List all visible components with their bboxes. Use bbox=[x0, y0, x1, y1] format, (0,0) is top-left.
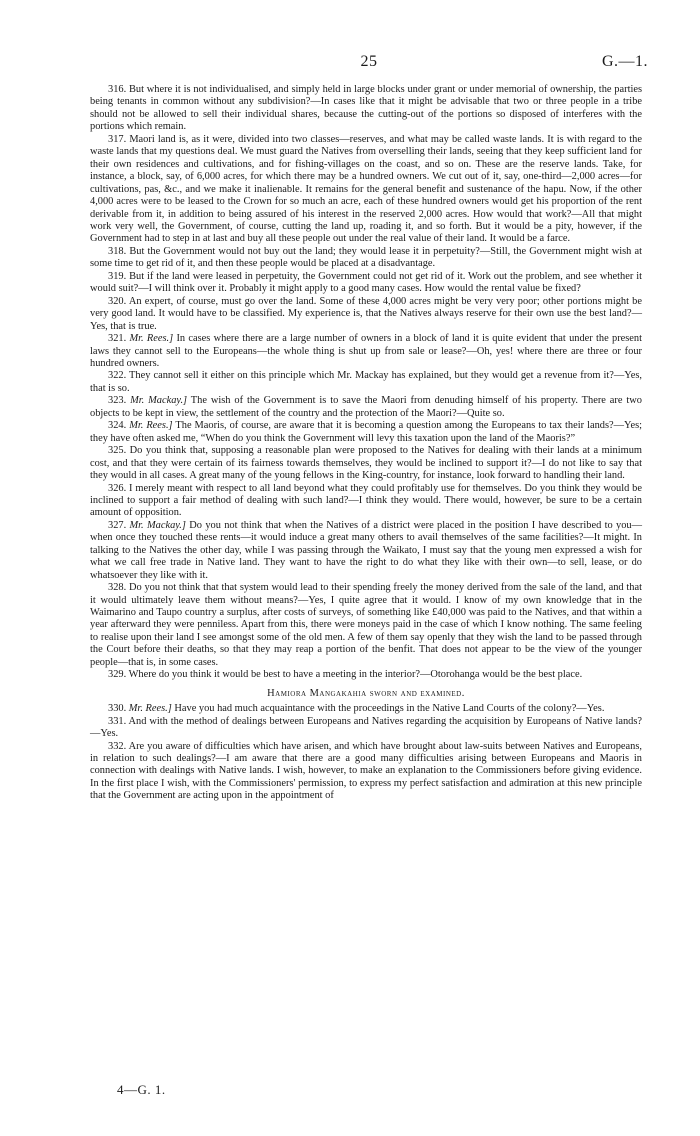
question-number: 327. bbox=[108, 519, 130, 531]
paragraph: 316. But where it is not individualised, and simply held in large blocks under grant or under memorial of ownership, the parties being tenants in common without any subdivision?—In cases like that it might be advisable that two or three people in a tribe should not be allowed to sell their individual shares, because the cutting-out of the portions so disposed of interferes with the portions which remain. bbox=[90, 84, 642, 133]
paragraph: 320. An expert, of course, must go over the land. Some of these 4,000 acres might be very very poor; other portions might be very good land. It would have to be classified. My experience is, that the Natives always reserve for their own use the best land?—Yes, that is true. bbox=[90, 295, 642, 332]
paragraph-text: Have you had much acquaintance with the proceedings in the Native Land Courts of the colony?—Yes. bbox=[171, 703, 605, 715]
paragraph-text: The Maoris, of course, are aware that it is becoming a question among the Europeans to tax their lands?—Yes; they have often asked me, “When do you think the Government will levy this taxation upon the land of the Maoris?” bbox=[90, 420, 643, 444]
paragraph bbox=[90, 395, 642, 420]
paragraph-text: The wish of the Government is to save the Maori from denuding himself of his property. There are two objects to be kept in view, the settlement of the country and the protection of the Maori?—Quite so. bbox=[90, 395, 642, 419]
paragraph: 317. Maori land is, as it were, divided into two classes—reserves, and what may be called waste lands. It is with regard to the waste lands that my questions deal. We must guard the Natives from overselling their lands, seeing that they keep sufficient land for their own residences and cultivations, and for fishing-villages on the coast, and so on. These are the reserve lands. Take, for instance, a block, say, of 6,000 acres, for which there may be a hundred owners. We cut out of it, say, one-third—2,000 acres—for cultivations, pas, &c., and we make it inalienable. It remains for the general benefit and sustenance of the hapu. Now, if the other 4,000 acres were to be leased to the Crown for so much an acre, each of these hundred owners would get his proportion of the rent derivable from it, in addition to being assured of his interest in the reserved 2,000 acres. How would that work?—All that might work very well, the Government, of course, cutting the land up, roading it, and so forth. But it would be a pity, however, if the Government had to step in at last and buy all these people out under the real value of their land. It would be a farce. bbox=[90, 133, 642, 245]
paragraph bbox=[90, 703, 642, 715]
paragraph-text: In cases where there are a large number of owners in a block of land it is quite evident that under the present laws they cannot sell to the Europeans—the whole thing is shut up from sale or lease?—Oh, yes! where there are three or four hundred owners. bbox=[90, 333, 643, 369]
paragraph: 325. Do you think that, supposing a reasonable plan were proposed to the Natives for dealing with their lands at a minimum cost, and that they were certain of its fairness towards themselves, they would be inclined to support it?—I do not like to say that they would in all cases. A great many of the young fellows in the King-country, for instance, look forward to handling their land. bbox=[90, 445, 642, 482]
page-number: 25 bbox=[360, 53, 378, 70]
paper-reference: G.—1. bbox=[601, 53, 648, 70]
paragraph: 328. Do you not think that that system would lead to their spending freely the money derived from the sale of the land, and that it would ultimately leave them without means?—Yes, I quite agree that it would. I know of my own knowledge that in the Waimarino and Taupo country a surplus, after costs of surveys, of something like £40,000 was paid to the Natives, and that within a year afterward they were penniless. Apart from this, there were moneys paid in the case of which I know nothing. The same feeling to realise upon their land I see amongst some of the old men. A few of them say openly that they wish the land to be passed through the Court before their deaths, so that they may reap a portion of the benfit. That does not appear to be the view of the younger people—that is, in some cases. bbox=[90, 582, 642, 668]
paragraph: 329. Where do you think it would be best to have a meeting in the interior?—Otorohanga would be the best place. bbox=[108, 669, 583, 681]
speaker-name: Mr. Rees.] bbox=[128, 703, 172, 715]
paragraph bbox=[90, 333, 642, 370]
question-number: 321. bbox=[108, 333, 130, 345]
paragraph-text: Do you not think that when the Natives of a district were placed in the position I have described to you—when once they touched these rents—it would induce a great many others to avail themselves of the same facilities?—It might. In talking to the Natives the other day, while I was passing through the Waikato, I must say that the young men expressed a wish for what we call free trade in Native land. They want to have the right to do what they like with their own—to sell, lease, or do whatsoever they like with it. bbox=[90, 519, 642, 581]
paragraph: 318. But the Government would not buy out the land; they would lease it in perpetuity?—Still, the Government might wish at some time to get rid of it, and then these people would be placed at a disadvantage. bbox=[90, 245, 642, 270]
paragraph: 332. Are you aware of difficulties which have arisen, and which have brought about law-suits between Natives and Europeans, in relation to such dealings?—I am aware that there are a good many difficulties arising between Europeans and Maoris in connection with dealings with Native lands. I wish, however, to make an explanation to the Commissioners before giving evidence. In the first place I wish, with the Commissioners' permission, to express my perfect satisfaction and admiration at this new principle that the Government are acting upon in the appointment of bbox=[90, 740, 642, 802]
paragraph-group-2 bbox=[90, 703, 642, 803]
question-number: 324. bbox=[108, 420, 130, 432]
question-number: 323. bbox=[108, 395, 131, 407]
body-text bbox=[90, 84, 642, 803]
question-number: 330. bbox=[108, 703, 129, 715]
speaker-name: Mr. Rees.] bbox=[129, 420, 173, 432]
page-header bbox=[90, 53, 648, 77]
paragraph: 326. I merely meant with respect to all land beyond what they could profitably use for themselves. Do you think they would be inclined to support a fair method of dealing with such land?—I think they would. There would, however, be sure to be a certain amount of opposition. bbox=[90, 482, 642, 519]
paragraph: 319. But if the land were leased in perpetuity, the Government could not get rid of it. Work out the problem, and see whether it would suit?—I will think over it. Probably it might apply to a good many cases. How would the rental value be fixed? bbox=[90, 270, 642, 295]
section-heading: Hamiora Mangakahia sworn and examined. bbox=[267, 687, 465, 699]
paragraph: 322. They cannot sell it either on this principle which Mr. Mackay has explained, but they would get a revenue from it?—Yes, that is so. bbox=[90, 370, 642, 394]
paragraph bbox=[90, 420, 642, 445]
speaker-name: Mr. Mackay.] bbox=[130, 395, 188, 407]
speaker-name: Mr. Mackay.] bbox=[129, 519, 186, 531]
sheet-signature: 4—G. 1. bbox=[117, 1082, 166, 1097]
paragraph bbox=[90, 520, 642, 582]
paragraph: 331. And with the method of dealings between Europeans and Natives regarding the acquisition by Europeans of Native lands?—Yes. bbox=[90, 715, 642, 740]
speaker-name: Mr. Rees.] bbox=[129, 333, 174, 345]
paragraph-group-1 bbox=[90, 84, 642, 682]
